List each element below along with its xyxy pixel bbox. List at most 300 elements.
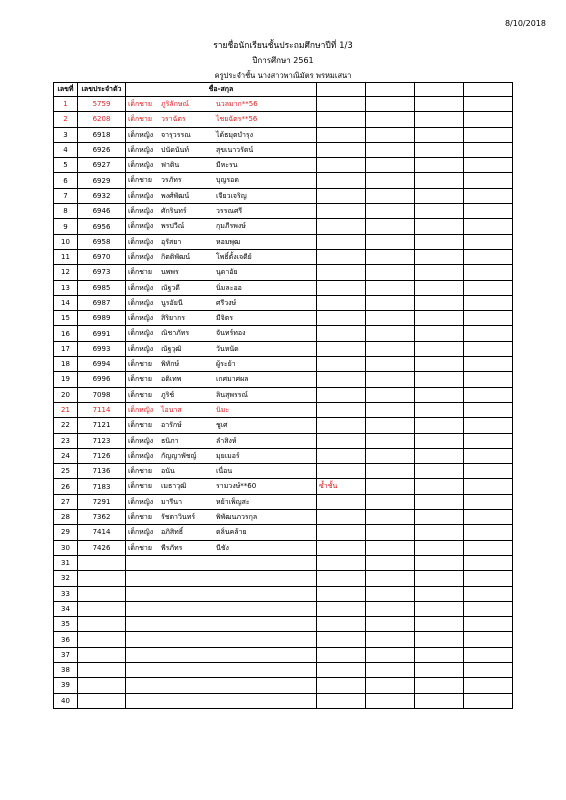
cell-student-id: 6946 <box>78 204 126 219</box>
cell-student-id: 6987 <box>78 295 126 310</box>
blank-cell <box>414 188 463 203</box>
table-row <box>54 142 513 157</box>
cell-no: 7 <box>54 188 78 203</box>
cell-name <box>126 433 317 448</box>
cell-no: 34 <box>54 601 78 616</box>
blank-cell <box>366 693 415 708</box>
table-row <box>54 311 513 326</box>
cell-name <box>126 188 317 203</box>
cell-name <box>126 647 317 662</box>
blank-cell <box>463 341 512 356</box>
blank-cell <box>414 418 463 433</box>
cell-note <box>317 204 366 219</box>
blank-cell <box>414 142 463 157</box>
cell-name <box>126 464 317 479</box>
cell-no: 31 <box>54 555 78 570</box>
blank-cell <box>414 280 463 295</box>
cell-name <box>126 127 317 142</box>
cell-note <box>317 326 366 341</box>
blank-cell <box>366 494 415 509</box>
blank-cell <box>414 295 463 310</box>
blank-cell <box>366 586 415 601</box>
blank-cell <box>414 525 463 540</box>
cell-no: 5 <box>54 158 78 173</box>
blank-cell <box>366 341 415 356</box>
cell-name <box>126 112 317 127</box>
name-prefix: เด็กหญิง <box>128 497 154 506</box>
blank-cell <box>414 617 463 632</box>
cell-name <box>126 311 317 326</box>
last-name: รามวงษ์**60 <box>216 482 257 491</box>
name-prefix: เด็กชาย <box>128 115 152 124</box>
table-row <box>54 678 513 693</box>
blank-cell <box>463 326 512 341</box>
name-prefix: เด็กหญิง <box>128 298 154 307</box>
cell-note <box>317 494 366 509</box>
blank-cell <box>366 112 415 127</box>
cell-name <box>126 601 317 616</box>
cell-student-id: 7123 <box>78 433 126 448</box>
blank-cell <box>463 571 512 586</box>
blank-cell <box>414 311 463 326</box>
cell-name <box>126 632 317 647</box>
cell-note <box>317 555 366 570</box>
last-name: วรรณศรี <box>216 207 243 216</box>
blank-cell <box>463 617 512 632</box>
first-name: เมธาวุฒิ <box>161 482 187 491</box>
first-name: ณิชาภัทร <box>161 329 190 338</box>
blank-cell <box>366 326 415 341</box>
name-prefix: เด็กหญิง <box>128 191 154 200</box>
blank-cell <box>463 219 512 234</box>
cell-note <box>317 295 366 310</box>
cell-note <box>317 357 366 372</box>
cell-student-id <box>78 647 126 662</box>
cell-note <box>317 158 366 173</box>
cell-name <box>126 97 317 112</box>
last-name: ลินสุพรรณ์ <box>216 390 248 399</box>
blank-cell <box>366 387 415 402</box>
blank-cell <box>366 204 415 219</box>
cell-name <box>126 280 317 295</box>
cell-no: 18 <box>54 357 78 372</box>
table-row <box>54 647 513 662</box>
cell-note <box>317 142 366 157</box>
name-prefix: เด็กชาย <box>128 176 152 185</box>
blank-cell <box>414 647 463 662</box>
cell-note <box>317 372 366 387</box>
first-name: ปนัดนันท์ <box>161 145 189 154</box>
first-name: อติเทพ <box>161 375 182 384</box>
blank-cell <box>366 97 415 112</box>
cell-note <box>317 525 366 540</box>
blank-cell <box>414 494 463 509</box>
blank-cell <box>366 647 415 662</box>
first-name: ณัฐวุฒิ <box>161 344 182 353</box>
cell-student-id <box>78 601 126 616</box>
cell-note <box>317 112 366 127</box>
cell-name <box>126 525 317 540</box>
cell-note <box>317 418 366 433</box>
last-name: ลำสิงห์ <box>216 436 237 445</box>
first-name: นูรอัยนี <box>161 298 183 307</box>
first-name: กัญญาพัชญ์ <box>161 451 197 460</box>
blank-cell <box>366 234 415 249</box>
cell-no: 23 <box>54 433 78 448</box>
cell-student-id: 7414 <box>78 525 126 540</box>
cell-no: 38 <box>54 662 78 677</box>
table-row <box>54 173 513 188</box>
cell-name <box>126 204 317 219</box>
cell-student-id: 7426 <box>78 540 126 555</box>
name-prefix: เด็กชาย <box>128 543 152 552</box>
cell-student-id: 6958 <box>78 234 126 249</box>
last-name: กุมภีรพงษ์ <box>216 222 246 231</box>
cell-no: 29 <box>54 525 78 540</box>
cell-no: 40 <box>54 693 78 708</box>
blank-cell <box>366 448 415 463</box>
blank-cell <box>463 127 512 142</box>
name-prefix: เด็กหญิง <box>128 252 154 261</box>
cell-note <box>317 433 366 448</box>
cell-student-id: 6918 <box>78 127 126 142</box>
table-row <box>54 571 513 586</box>
blank-cell <box>414 540 463 555</box>
cell-name <box>126 372 317 387</box>
last-name: มีจิตร <box>216 314 234 323</box>
cell-note <box>317 280 366 295</box>
blank-cell <box>463 647 512 662</box>
cell-name <box>126 295 317 310</box>
cell-student-id: 6993 <box>78 341 126 356</box>
cell-note <box>317 464 366 479</box>
blank-cell <box>366 571 415 586</box>
first-name: ภูริลักษณ์ <box>161 100 190 108</box>
blank-cell <box>463 678 512 693</box>
blank-cell <box>366 295 415 310</box>
cell-name <box>126 357 317 372</box>
cell-name <box>126 693 317 708</box>
blank-cell <box>414 341 463 356</box>
cell-no: 13 <box>54 280 78 295</box>
blank-cell <box>414 632 463 647</box>
last-name: มุยเมอร์ <box>216 451 240 460</box>
cell-student-id: 6927 <box>78 158 126 173</box>
first-name: ธนิภา <box>161 436 179 445</box>
blank-cell <box>366 249 415 264</box>
blank-cell <box>463 158 512 173</box>
first-name: พีรภัทร <box>161 543 183 552</box>
last-name: บุญรอด <box>216 176 239 185</box>
cell-note <box>317 617 366 632</box>
cell-no: 2 <box>54 112 78 127</box>
cell-name <box>126 219 317 234</box>
last-name: เจียวเจริญ <box>216 191 247 200</box>
blank-cell <box>463 479 512 494</box>
blank-cell <box>366 357 415 372</box>
table-row <box>54 510 513 525</box>
first-name: จารุวรรณ <box>161 130 191 139</box>
cell-student-id: 6991 <box>78 326 126 341</box>
blank-cell <box>463 601 512 616</box>
blank-cell <box>366 188 415 203</box>
table-row <box>54 234 513 249</box>
first-name: สิริยากร <box>161 314 186 323</box>
last-name: ตลิ่นคล้าย <box>216 528 247 537</box>
blank-cell <box>463 249 512 264</box>
blank-cell <box>463 357 512 372</box>
cell-no: 4 <box>54 142 78 157</box>
first-name: อภิสิทธิ์ <box>161 528 183 537</box>
cell-note <box>317 586 366 601</box>
name-prefix: เด็กหญิง <box>128 283 154 292</box>
cell-no: 21 <box>54 402 78 417</box>
table-row <box>54 249 513 264</box>
cell-student-id: 6208 <box>78 112 126 127</box>
blank-cell <box>366 265 415 280</box>
table-row <box>54 525 513 540</box>
last-name: ได้ธมุตบำรุง <box>216 130 254 139</box>
blank-cell <box>414 249 463 264</box>
cell-student-id: 7114 <box>78 402 126 417</box>
first-name: พรปวีณ์ <box>161 222 185 231</box>
blank-cell <box>414 387 463 402</box>
table-row <box>54 326 513 341</box>
header-no: เลขที่ <box>54 83 78 97</box>
first-name: ภูริช์ <box>161 390 175 399</box>
blank-cell <box>463 662 512 677</box>
cell-student-id: 6932 <box>78 188 126 203</box>
blank-cell <box>366 662 415 677</box>
blank-cell <box>414 219 463 234</box>
last-name: สุขเนาวรัตน์ <box>216 145 254 154</box>
blank-cell <box>463 540 512 555</box>
cell-student-id <box>78 555 126 570</box>
table-row <box>54 387 513 402</box>
last-name: นิมะ <box>216 405 230 414</box>
last-name: นิ่มละออ <box>216 283 242 292</box>
blank-cell <box>414 357 463 372</box>
cell-note <box>317 540 366 555</box>
cell-name <box>126 402 317 417</box>
table-row <box>54 555 513 570</box>
name-prefix: เด็กชาย <box>128 360 152 369</box>
last-name: นวลมาก**56 <box>216 100 258 108</box>
blank-cell <box>366 464 415 479</box>
blank-cell <box>414 158 463 173</box>
cell-name <box>126 387 317 402</box>
cell-student-id: 7121 <box>78 418 126 433</box>
first-name: กิตติพัฒน์ <box>161 252 191 261</box>
blank-cell <box>414 555 463 570</box>
cell-no: 33 <box>54 586 78 601</box>
blank-cell <box>414 479 463 494</box>
first-name: ศักรินทร์ <box>161 207 187 216</box>
cell-name <box>126 265 317 280</box>
cell-note: ซ้ำชั้น <box>317 479 366 494</box>
table-row <box>54 158 513 173</box>
cell-no: 14 <box>54 295 78 310</box>
table-row <box>54 601 513 616</box>
blank-cell <box>366 372 415 387</box>
blank-cell <box>463 693 512 708</box>
blank-cell <box>366 127 415 142</box>
cell-no: 10 <box>54 234 78 249</box>
blank-cell <box>366 525 415 540</box>
name-prefix: เด็กหญิง <box>128 528 154 537</box>
student-roster-table <box>53 82 513 709</box>
cell-name <box>126 234 317 249</box>
table-row <box>54 418 513 433</box>
cell-no: 25 <box>54 464 78 479</box>
first-name: ไอนาส <box>161 405 182 414</box>
cell-no: 19 <box>54 372 78 387</box>
blank-cell <box>366 433 415 448</box>
name-prefix: เด็กชาย <box>128 513 152 522</box>
academic-year: ปีการศึกษา 2561 <box>252 56 314 65</box>
blank-cell <box>366 540 415 555</box>
cell-no: 3 <box>54 127 78 142</box>
blank-cell <box>366 617 415 632</box>
name-prefix: เด็กหญิง <box>128 436 154 445</box>
cell-name <box>126 510 317 525</box>
table-row <box>54 464 513 479</box>
blank-cell <box>414 510 463 525</box>
first-name: วรภัทร <box>161 176 182 185</box>
name-prefix: เด็กหญิง <box>128 145 154 154</box>
name-prefix: เด็กหญิง <box>128 405 154 414</box>
blank-cell <box>366 632 415 647</box>
cell-no: 32 <box>54 571 78 586</box>
cell-no: 11 <box>54 249 78 264</box>
cell-note <box>317 127 366 142</box>
cell-no: 37 <box>54 647 78 662</box>
blank-cell <box>463 280 512 295</box>
cell-no: 36 <box>54 632 78 647</box>
cell-note <box>317 249 366 264</box>
table-row <box>54 448 513 463</box>
cell-name <box>126 617 317 632</box>
blank-cell <box>463 112 512 127</box>
last-name: หอมพุฒ <box>216 237 241 246</box>
cell-student-id: 6973 <box>78 265 126 280</box>
blank-cell <box>366 555 415 570</box>
cell-name <box>126 494 317 509</box>
last-name: ไชยฉัตร**56 <box>216 115 258 124</box>
name-prefix: เด็กชาย <box>128 375 152 384</box>
table-row <box>54 540 513 555</box>
cell-name <box>126 571 317 586</box>
cell-note <box>317 173 366 188</box>
cell-name <box>126 586 317 601</box>
table-row <box>54 479 513 494</box>
cell-name <box>126 249 317 264</box>
blank-cell <box>463 295 512 310</box>
table-row <box>54 295 513 310</box>
last-name: มีหะรน <box>216 161 238 170</box>
cell-student-id <box>78 617 126 632</box>
blank-cell <box>366 280 415 295</box>
cell-no: 30 <box>54 540 78 555</box>
cell-name <box>126 540 317 555</box>
name-prefix: เด็กหญิง <box>128 222 154 231</box>
cell-note <box>317 632 366 647</box>
name-prefix: เด็กชาย <box>128 268 152 277</box>
last-name: เกศมาศผล <box>216 375 249 384</box>
last-name: หย้าเพ็ญสะ <box>216 497 250 506</box>
blank-cell <box>366 219 415 234</box>
name-prefix: เด็กหญิง <box>128 314 154 323</box>
blank-cell <box>414 693 463 708</box>
cell-note <box>317 510 366 525</box>
blank-cell <box>463 555 512 570</box>
cell-student-id: 7126 <box>78 448 126 463</box>
last-name: โพธิ์ตั้งเจดีย์ <box>216 252 252 261</box>
blank-cell <box>366 173 415 188</box>
table-row <box>54 617 513 632</box>
page-title: รายชื่อนักเรียนชั้นประถมศึกษาปีที่ 1/3 <box>213 41 353 51</box>
cell-note <box>317 402 366 417</box>
cell-no: 26 <box>54 479 78 494</box>
blank-cell <box>414 586 463 601</box>
cell-note <box>317 219 366 234</box>
cell-note <box>317 571 366 586</box>
cell-student-id: 7098 <box>78 387 126 402</box>
blank-cell <box>414 372 463 387</box>
blank-cell <box>414 265 463 280</box>
name-prefix: เด็กชาย <box>128 482 152 491</box>
blank-cell <box>463 402 512 417</box>
cell-name <box>126 662 317 677</box>
table-row <box>54 433 513 448</box>
blank-cell <box>366 158 415 173</box>
blank-cell <box>463 387 512 402</box>
blank-cell <box>463 234 512 249</box>
blank-cell <box>414 97 463 112</box>
first-name: รัชตาวินทร์ <box>161 513 196 522</box>
cell-student-id <box>78 632 126 647</box>
cell-no: 6 <box>54 173 78 188</box>
last-name: ผู้ระย้า <box>216 360 236 369</box>
cell-no: 1 <box>54 97 78 112</box>
name-prefix: เด็กชาย <box>128 390 152 399</box>
first-name: ฟาติน <box>161 161 180 170</box>
blank-cell <box>463 525 512 540</box>
cell-no: 17 <box>54 341 78 356</box>
cell-student-id: 6996 <box>78 372 126 387</box>
cell-student-id <box>78 678 126 693</box>
name-prefix: เด็กหญิง <box>128 161 154 170</box>
cell-no: 20 <box>54 387 78 402</box>
last-name: นีชัง <box>216 543 229 552</box>
last-name: ศรีวงษ์ <box>216 298 237 307</box>
table-row <box>54 112 513 127</box>
name-prefix: เด็กหญิง <box>128 130 154 139</box>
first-name: อนัน <box>161 467 175 476</box>
first-name: พิทักษ์ <box>161 360 180 369</box>
blank-cell <box>414 571 463 586</box>
blank-cell <box>463 204 512 219</box>
cell-note <box>317 647 366 662</box>
blank-cell <box>414 402 463 417</box>
table-row <box>54 372 513 387</box>
cell-name <box>126 448 317 463</box>
blank-cell <box>463 632 512 647</box>
header-student-id: เลขประจำตัว <box>78 83 126 97</box>
cell-note <box>317 188 366 203</box>
cell-student-id <box>78 693 126 708</box>
cell-student-id: 6989 <box>78 311 126 326</box>
